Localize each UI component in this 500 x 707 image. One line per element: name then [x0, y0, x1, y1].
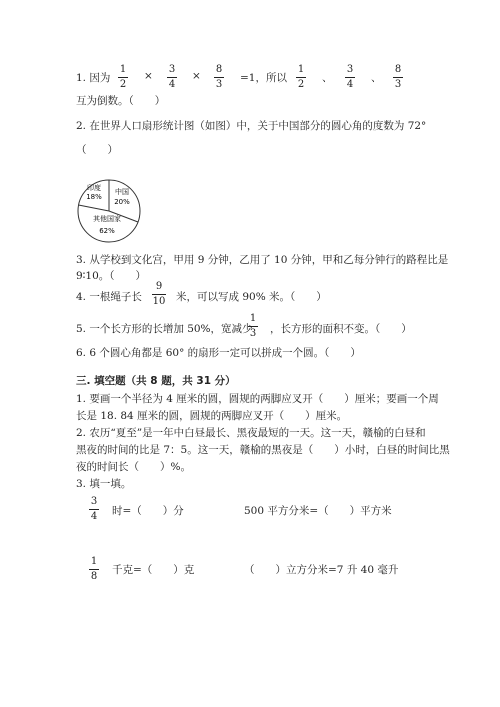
fill-q2-line1: 2. 农历“夏至”是一年中白昼最长、黑夜最短的一天。这一天，赣榆的白昼和	[76, 427, 426, 439]
judge-q5-fraction	[248, 313, 258, 340]
times-sign: ×	[144, 70, 153, 82]
denominator: 4	[168, 79, 176, 90]
pie-value-other: 62%	[99, 227, 115, 235]
pie-value-india: 18%	[86, 193, 102, 201]
population-pie-chart	[74, 176, 144, 246]
judge-q5-suffix: ，长方形的面积不变。（ ）	[270, 323, 412, 335]
judge-q3-line1: 3. 从学校到文化宫，甲用 9 分钟，乙用了 10 分钟，甲和乙每分钟行的路程比是	[76, 254, 449, 266]
fill-q3-title: 3. 填一填。	[76, 478, 132, 490]
denominator: 3	[394, 79, 402, 90]
numerator: 1	[297, 64, 305, 75]
denominator: 4	[346, 79, 354, 90]
judge-q4-prefix: 4. 一根绳子长	[76, 291, 142, 303]
pie-label-india: 印度	[87, 184, 101, 192]
judge-q4-suffix: 米，可以写成 90% 米。（ ）	[176, 291, 327, 303]
judge-q2-line2: （ ）	[76, 144, 118, 156]
numerator: 8	[394, 64, 402, 75]
pie-label-china: 中国	[115, 188, 129, 196]
judge-q4-fraction	[152, 281, 166, 308]
denominator: 3	[249, 328, 257, 339]
times-sign: ×	[192, 70, 201, 82]
numerator: 3	[90, 496, 98, 507]
fill-q1-line2: 长是 18. 84 厘米的圆，圆规的两脚应叉开（ ）厘米。	[76, 410, 348, 422]
judge-q3-line2: 9∶10。（ ）	[76, 270, 147, 282]
pie-label-other: 其他国家	[93, 215, 121, 223]
judge-q5-prefix: 5. 一个长方形的长增加 50%，宽减少	[76, 323, 253, 335]
fill-q3d-text: （ ）立方分米=7 升 40 毫升	[244, 564, 399, 576]
pie-value-china: 20%	[114, 198, 130, 206]
judge-q1-equals: =1，所以	[240, 72, 287, 84]
fill-q3c-fraction	[89, 556, 99, 583]
numerator: 9	[155, 281, 163, 292]
numerator: 1	[119, 64, 127, 75]
numerator: 1	[90, 556, 98, 567]
judge-q1-fraction-2	[167, 64, 177, 91]
fill-q1-line1: 1. 要画一个半径为 4 厘米的圆，圆规的两脚应叉开（ ）厘米；要画一个周	[76, 393, 439, 405]
numerator: 3	[346, 64, 354, 75]
judge-q1-fraction-5	[345, 64, 355, 91]
denominator: 8	[90, 571, 98, 582]
judge-q1-prefix: 1. 因为	[76, 72, 111, 84]
judge-q1-fraction-3	[214, 64, 224, 91]
judge-q1-fraction-6	[393, 64, 403, 91]
numerator: 8	[215, 64, 223, 75]
fill-q3a-fraction	[89, 496, 99, 523]
denominator: 3	[215, 79, 223, 90]
judge-q1-fraction-4	[296, 64, 306, 91]
fill-q3a-text: 时=（ ）分	[112, 505, 184, 517]
denominator: 2	[119, 79, 127, 90]
numerator: 3	[168, 64, 176, 75]
denominator: 10	[152, 296, 166, 307]
denominator: 4	[90, 511, 98, 522]
judge-q6-text: 6. 6 个圆心角都是 60° 的扇形一定可以拼成一个圆。（ ）	[76, 347, 361, 359]
fill-q3c-text: 千克=（ ）克	[112, 564, 195, 576]
judge-q2-line1: 2. 在世界人口扇形统计图（如图）中，关于中国部分的圆心角的度数为 72°	[76, 120, 427, 132]
fill-q2-line2: 黑夜的时间的比是 7：5。这一天，赣榆的黑夜是（ ）小时，白昼的时间比黑	[76, 444, 450, 456]
separator: 、	[371, 72, 382, 84]
numerator: 1	[249, 313, 257, 324]
fill-q3b-text: 500 平方分米=（ ）平方米	[244, 505, 392, 517]
denominator: 2	[297, 79, 305, 90]
judge-q1-fraction-1	[118, 64, 128, 91]
separator: 、	[322, 72, 333, 84]
fill-q2-line3: 夜的时间长（ ）%。	[76, 461, 191, 473]
judge-q1-line2: 互为倒数。（ ）	[76, 95, 166, 107]
section-heading-fill-in: 三. 填空题（共 8 题，共 31 分）	[76, 375, 236, 387]
